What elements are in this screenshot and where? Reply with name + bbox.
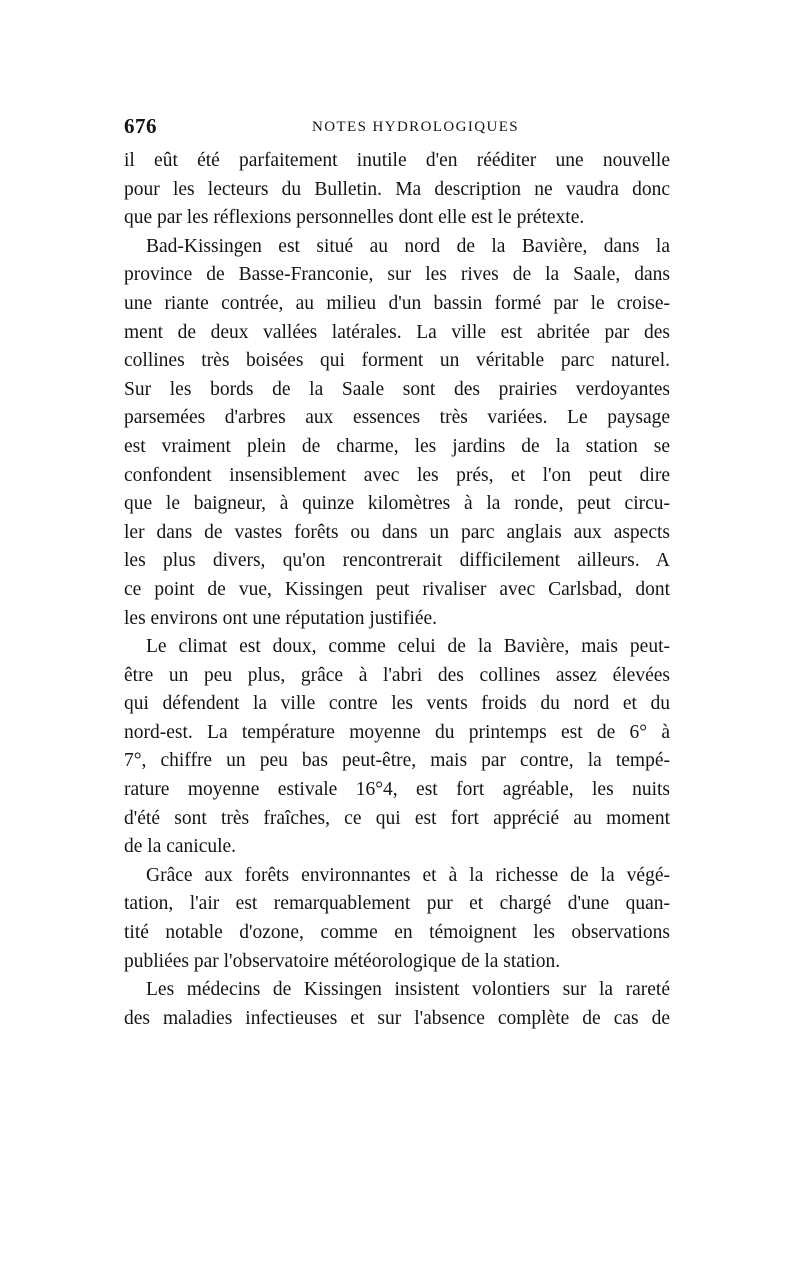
text-line: Sur les bords de la Saale sont des prairies verdoyantes [124,378,670,400]
text-line: rature moyenne estivale 16°4, est fort agréable, les nuits [124,779,670,801]
text-line: les environs ont une réputation justifiée. [124,607,438,629]
text-line: collines très boisées qui forment un véritable parc naturel. [124,350,670,372]
text-line: tité notable d'ozone, comme en témoignent les observations [124,922,670,944]
text-line: publiées par l'observatoire météorologique de la station. [124,950,561,972]
text-line: 7°, chiffre un peu bas peut-être, mais par contre, la tempé- [124,750,670,772]
page-number: 676 [124,114,157,138]
text-line: des maladies infectieuses et sur l'absence complète de cas de [124,1007,670,1029]
text-line: tation, l'air est remarquablement pur et chargé d'une quan- [124,893,670,915]
text-line: confondent insensiblement avec les prés, et l'on peut dire [124,464,670,486]
text-line: est vraiment plein de charme, les jardins de la station se [124,435,670,457]
paragraph-start-line: Grâce aux forêts environnantes et à la richesse de la végé- [146,864,670,886]
text-line: que le baigneur, à quinze kilomètres à la ronde, peut circu- [124,493,670,515]
text-line: ce point de vue, Kissingen peut rivaliser avec Carlsbad, dont [124,578,670,600]
text-line: être un peu plus, grâce à l'abri des collines assez élevées [124,664,670,686]
running-title: NOTES HYDROLOGIQUES [312,119,520,135]
text-line: une riante contrée, au milieu d'un bassin formé par le croise- [124,292,670,314]
running-head [124,113,680,139]
text-line: province de Basse-Franconie, sur les rives de la Saale, dans [124,264,670,286]
text-line: pour les lecteurs du Bulletin. Ma description ne vaudra donc [124,178,670,200]
text-line: nord-est. La température moyenne du printemps est de 6° à [124,721,670,743]
text-line: que par les réflexions personnelles dont elle est le prétexte. [124,207,585,229]
paragraph-start-line: Le climat est doux, comme celui de la Bavière, mais peut- [146,636,670,658]
paragraph-start-line: Les médecins de Kissingen insistent volontiers sur la rareté [146,979,670,1001]
text-line: ler dans de vastes forêts ou dans un parc anglais aux aspects [124,521,670,543]
text-line: de la canicule. [124,836,237,858]
text-line: d'été sont très fraîches, ce qui est fort apprécié au moment [124,807,670,829]
text-line: les plus divers, qu'on rencontrerait difficilement ailleurs. A [124,550,670,572]
paragraph-start-line: Bad-Kissingen est situé au nord de la Bavière, dans la [146,235,670,257]
text-line: ment de deux vallées latérales. La ville est abritée par des [124,321,670,343]
text-line: parsemées d'arbres aux essences très variées. Le paysage [124,407,670,429]
text-line: il eût été parfaitement inutile d'en rééditer une nouvelle [124,150,670,171]
body-text [124,147,670,1033]
text-line: qui défendent la ville contre les vents froids du nord et du [124,693,670,715]
